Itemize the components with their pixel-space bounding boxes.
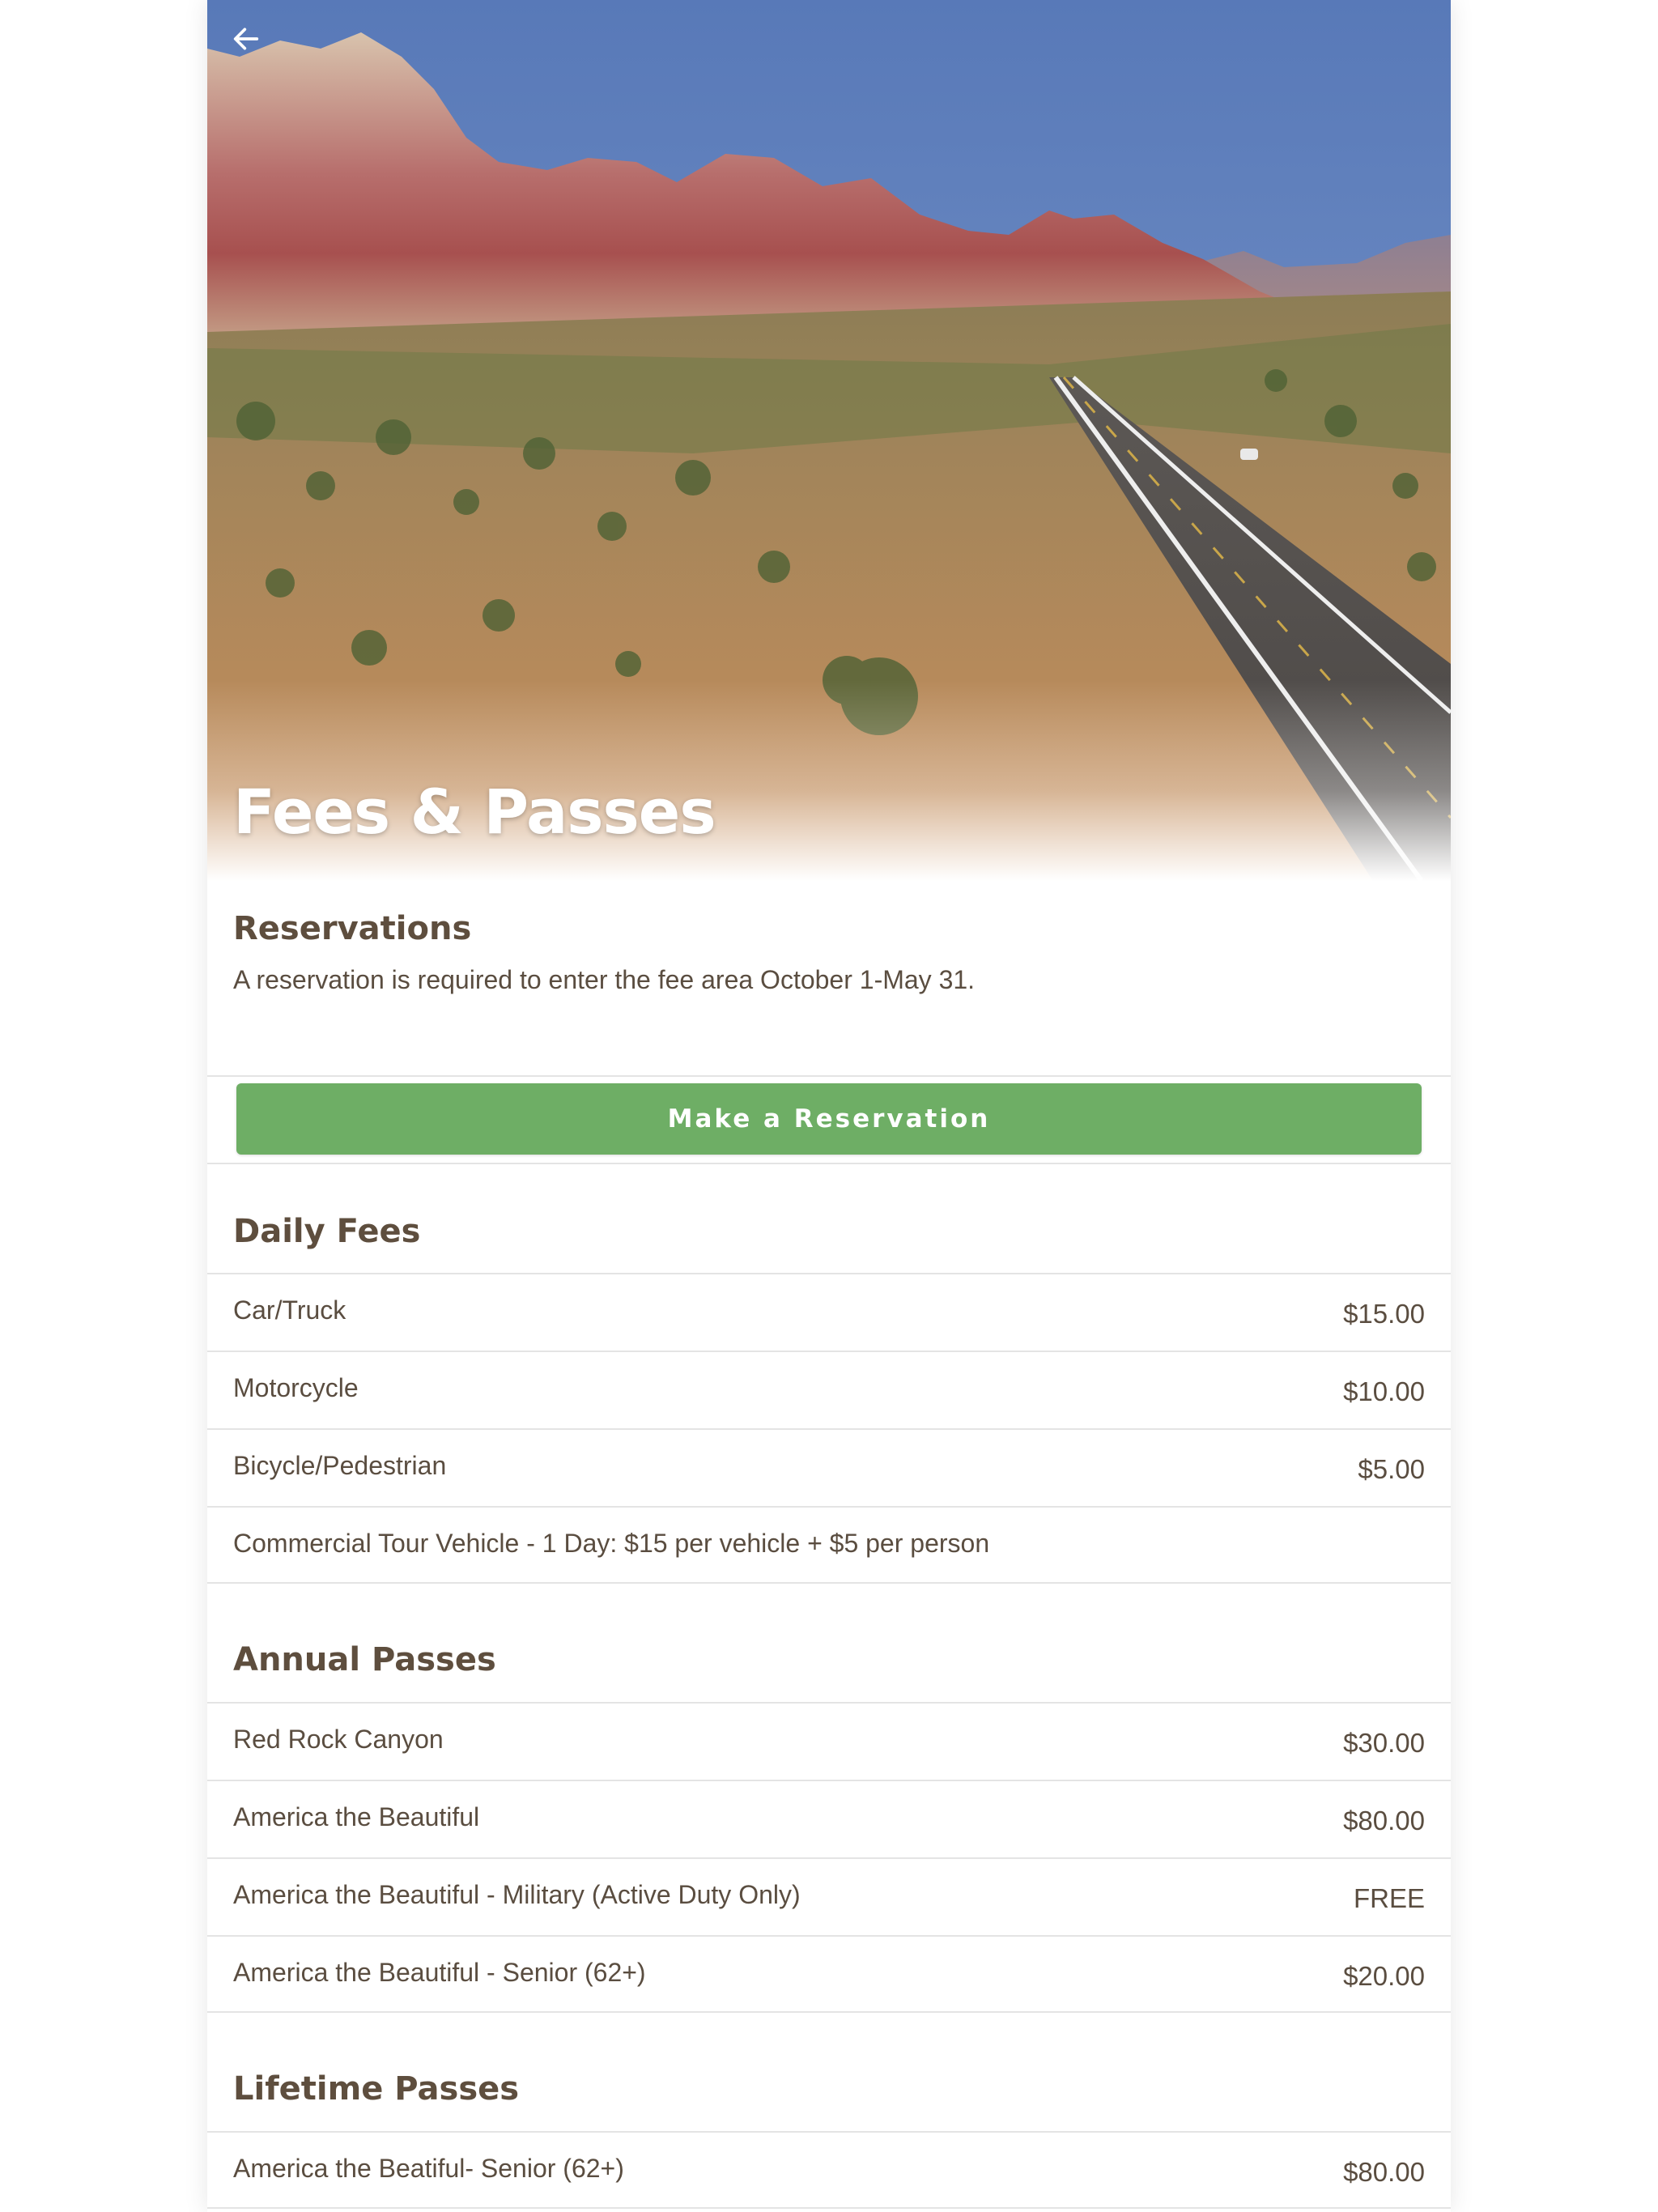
fee-price: $30.00 — [1343, 1728, 1425, 1758]
back-button[interactable] — [230, 23, 282, 74]
fee-label: Red Rock Canyon — [233, 1725, 444, 1754]
fee-label: America the Beatiful- Senior (62+) — [233, 2154, 624, 2183]
page — [207, 0, 1451, 2212]
daily-fees-list — [207, 1273, 1451, 1584]
hero-landscape-image — [207, 0, 1451, 881]
fee-label: Car/Truck — [233, 1295, 346, 1325]
fee-price: $80.00 — [1343, 2157, 1425, 2187]
fee-label: Bicycle/Pedestrian — [233, 1451, 447, 1480]
fee-row-motorcycle — [207, 1351, 1451, 1428]
fee-row-commercial-tour — [207, 1506, 1451, 1584]
fee-price: $10.00 — [1343, 1376, 1425, 1406]
reservations-section — [207, 881, 1451, 1075]
arrow-left-icon — [230, 23, 262, 55]
fee-row-bicycle-pedestrian — [207, 1428, 1451, 1506]
pass-row-senior — [207, 1935, 1451, 2013]
fee-price: $80.00 — [1343, 1806, 1425, 1836]
pass-row-military — [207, 1857, 1451, 1935]
fee-label: America the Beautiful — [233, 1802, 480, 1831]
fee-price: FREE — [1353, 1883, 1425, 1913]
hero-banner — [207, 0, 1451, 881]
reservations-description: A reservation is required to enter the fee area October 1-May 31. — [233, 965, 976, 994]
fee-price: $20.00 — [1343, 1961, 1425, 1991]
fee-price: $15.00 — [1343, 1299, 1425, 1329]
divider — [207, 1163, 1451, 1164]
fee-row-car-truck — [207, 1273, 1451, 1351]
fee-label: Motorcycle — [233, 1373, 359, 1402]
make-reservation-button[interactable]: Make a Reservation — [236, 1083, 1422, 1155]
daily-fees-heading: Daily Fees — [233, 1213, 421, 1250]
reservations-heading: Reservations — [233, 910, 472, 947]
fee-label: America the Beautiful - Military (Active Duty Only) — [233, 1880, 801, 1909]
pass-row-red-rock-canyon — [207, 1702, 1451, 1780]
fee-label: America the Beautiful - Senior (62+) — [233, 1958, 646, 1987]
pass-row-america-the-beautiful — [207, 1780, 1451, 1857]
page-title: Fees & Passes — [233, 776, 716, 848]
annual-passes-heading: Annual Passes — [233, 1641, 496, 1678]
lifetime-passes-list — [207, 2131, 1451, 2209]
pass-row-lifetime-senior — [207, 2131, 1451, 2209]
lifetime-passes-heading: Lifetime Passes — [233, 2070, 520, 2108]
fee-label: Commercial Tour Vehicle - 1 Day: $15 per vehicle + $5 per person — [233, 1529, 990, 1558]
annual-passes-list — [207, 1702, 1451, 2013]
divider — [207, 1075, 1451, 1077]
fee-price: $5.00 — [1358, 1454, 1425, 1484]
